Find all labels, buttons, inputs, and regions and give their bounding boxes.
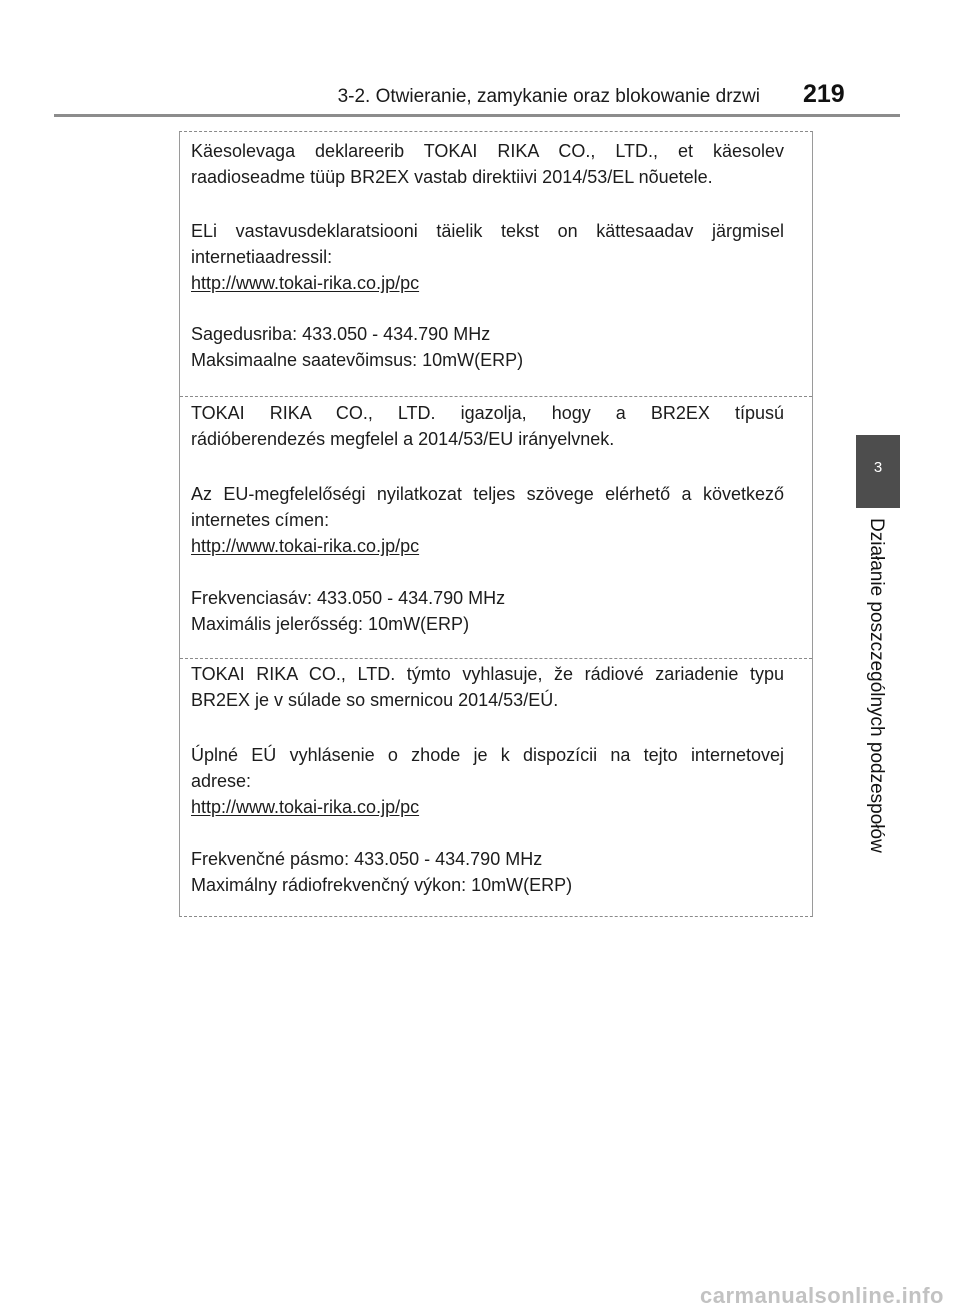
regulatory-notice-box xyxy=(179,131,813,917)
notice-section-hungarian xyxy=(180,396,812,659)
declaration-line: Käesolevaga deklareerib TOKAI RIKA CO., LTD., et käesolev xyxy=(191,141,784,161)
full-text-line: Úplné EÚ vyhlásenie o zhode je k dispozícii na tejto internetovej xyxy=(191,745,784,765)
full-text-line: internetes címen: xyxy=(191,510,330,530)
full-text-line: Az EU-megfelelőségi nyilatkozat teljes szövege elérhető a következő xyxy=(191,484,784,504)
url-link[interactable]: http://www.tokai-rika.co.jp/pc xyxy=(191,797,420,817)
max-power: Maximális jelerősség: 10mW(ERP) xyxy=(191,614,470,634)
max-power: Maksimaalne saatevõimsus: 10mW(ERP) xyxy=(191,350,524,370)
declaration-line: TOKAI RIKA CO., LTD. týmto vyhlasuje, že rádiové zariadenie typu xyxy=(191,664,784,684)
declaration-line: BR2EX je v súlade so smernicou 2014/53/EÚ. xyxy=(191,690,559,710)
frequency-band: Sagedusriba: 433.050 - 434.790 MHz xyxy=(191,324,491,344)
full-text-line: adrese: xyxy=(191,771,252,791)
declaration-line: TOKAI RIKA CO., LTD. igazolja, hogy a BR2EX típusú xyxy=(191,403,784,423)
frequency-band: Frekvenčné pásmo: 433.050 - 434.790 MHz xyxy=(191,849,543,869)
url-link[interactable]: http://www.tokai-rika.co.jp/pc xyxy=(191,273,420,293)
page-number: 219 xyxy=(803,80,845,108)
declaration-url[interactable] xyxy=(191,795,784,819)
notice-section-estonian xyxy=(180,132,812,396)
declaration-line: raadioseadme tüüp BR2EX vastab direktiivi 2014/53/EL nõuetele. xyxy=(191,167,713,187)
chapter-tab xyxy=(856,435,900,508)
chapter-number: 3 xyxy=(873,459,883,476)
frequency-band: Frekvenciasáv: 433.050 - 434.790 MHz xyxy=(191,588,506,608)
declaration-url[interactable] xyxy=(191,271,784,295)
max-power: Maximálny rádiofrekvenčný výkon: 10mW(ERP) xyxy=(191,875,573,895)
declaration-url[interactable] xyxy=(191,534,784,558)
running-header-title: 3-2. Otwieranie, zamykanie oraz blokowanie drzwi xyxy=(337,86,760,107)
declaration-line: rádióberendezés megfelel a 2014/53/EU irányelvnek. xyxy=(191,429,615,449)
watermark: carmanualsonline.info xyxy=(700,1283,944,1308)
url-link[interactable]: http://www.tokai-rika.co.jp/pc xyxy=(191,536,420,556)
full-text-line: ELi vastavusdeklaratsiooni täielik tekst on kättesaadav järgmisel xyxy=(191,221,784,241)
notice-section-slovak xyxy=(180,658,812,917)
full-text-line: internetiaadressil: xyxy=(191,247,333,267)
header-divider xyxy=(54,114,900,117)
chapter-side-title: Działanie poszczególnych podzespołów xyxy=(866,518,887,853)
